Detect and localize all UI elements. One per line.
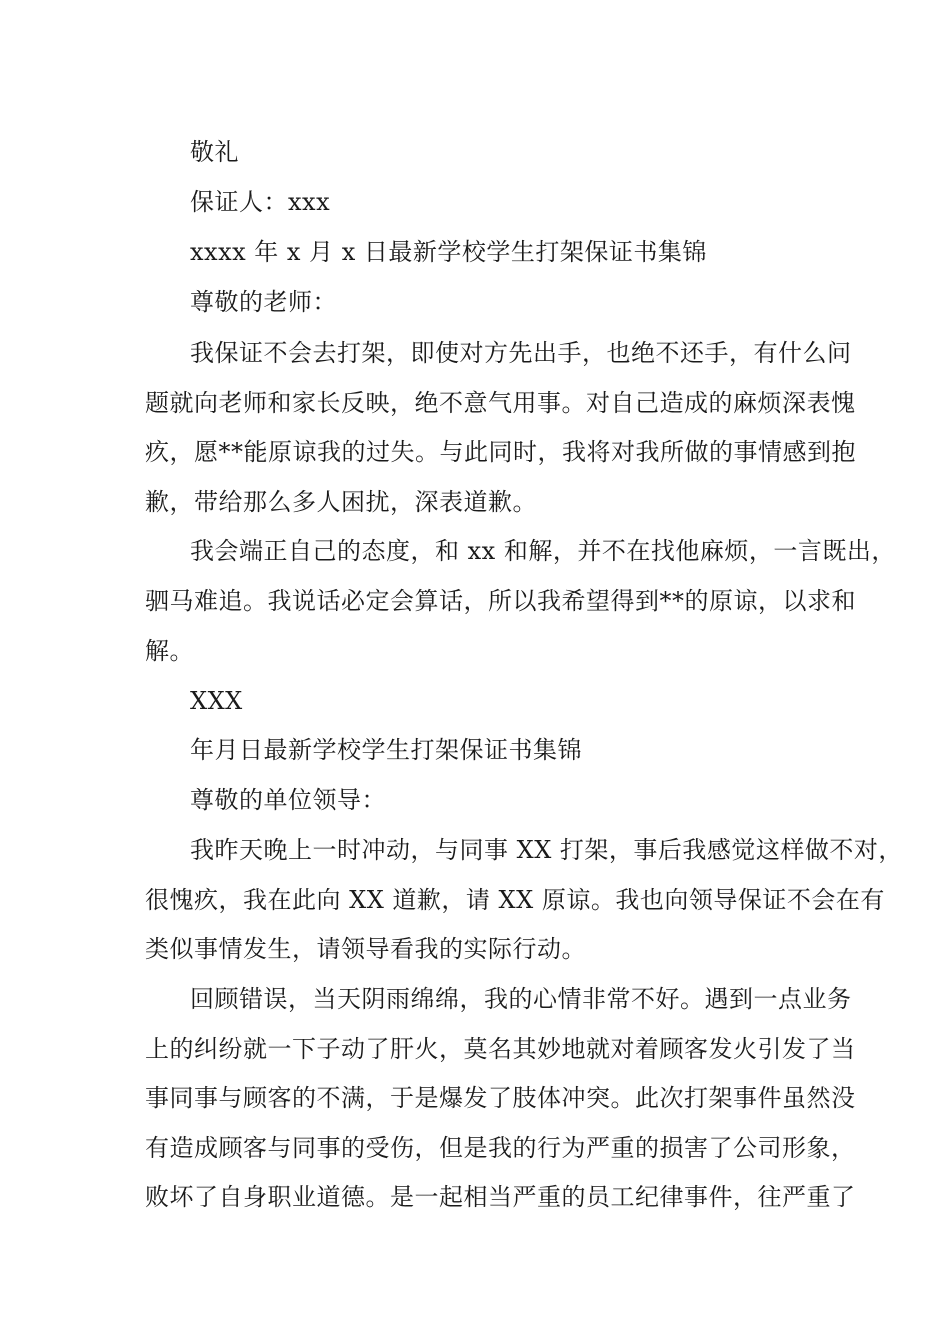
paragraph-line: 驷马难追。我说话必定会算话，所以我希望得到**的原谅，以求和: [145, 587, 856, 615]
greeting-teacher: 尊敬的老师：: [190, 288, 337, 316]
guarantor-line: 保证人：xxx: [190, 188, 331, 216]
paragraph-line: 回顾错误，当天阴雨绵绵，我的心情非常不好。遇到一点业务: [190, 985, 852, 1013]
paragraph-line: 很愧疚，我在此向 XX 道歉，请 XX 原谅。我也向领导保证不会在有: [145, 886, 885, 914]
paragraph-line: 类似事情发生，请领导看我的实际行动。: [145, 935, 586, 963]
paragraph-line: 败坏了自身职业道德。是一起相当严重的员工纪律事件，往严重了: [145, 1183, 856, 1211]
date-title-line: 年月日最新学校学生打架保证书集锦: [190, 736, 582, 764]
paragraph-line: 我昨天晚上一时冲动，与同事 XX 打架，事后我感觉这样做不对，: [190, 836, 903, 864]
paragraph-line: 我保证不会去打架，即使对方先出手，也绝不还手，有什么问: [190, 339, 852, 367]
paragraph-line: 歉，带给那么多人困扰，深表道歉。: [145, 488, 537, 516]
date-title-line: xxxx 年 x 月 x 日最新学校学生打架保证书集锦: [190, 238, 707, 266]
signature-line: XXX: [190, 687, 243, 715]
paragraph-line: 疚，愿**能原谅我的过失。与此同时，我将对我所做的事情感到抱: [145, 438, 856, 466]
paragraph-line: 解。: [145, 637, 194, 665]
paragraph-line: 题就向老师和家长反映，绝不意气用事。对自己造成的麻烦深表愧: [145, 389, 856, 417]
closing-salutation: 敬礼: [190, 138, 239, 166]
paragraph-line: 有造成顾客与同事的受伤，但是我的行为严重的损害了公司形象，: [145, 1134, 856, 1162]
paragraph-line: 上的纠纷就一下子动了肝火，莫名其妙地就对着顾客发火引发了当: [145, 1035, 856, 1063]
paragraph-line: 事同事与顾客的不满，于是爆发了肢体冲突。此次打架事件虽然没: [145, 1084, 856, 1112]
paragraph-line: 我会端正自己的态度，和 xx 和解，并不在找他麻烦，一言既出，: [190, 537, 896, 565]
greeting-leader: 尊敬的单位领导：: [190, 786, 386, 814]
